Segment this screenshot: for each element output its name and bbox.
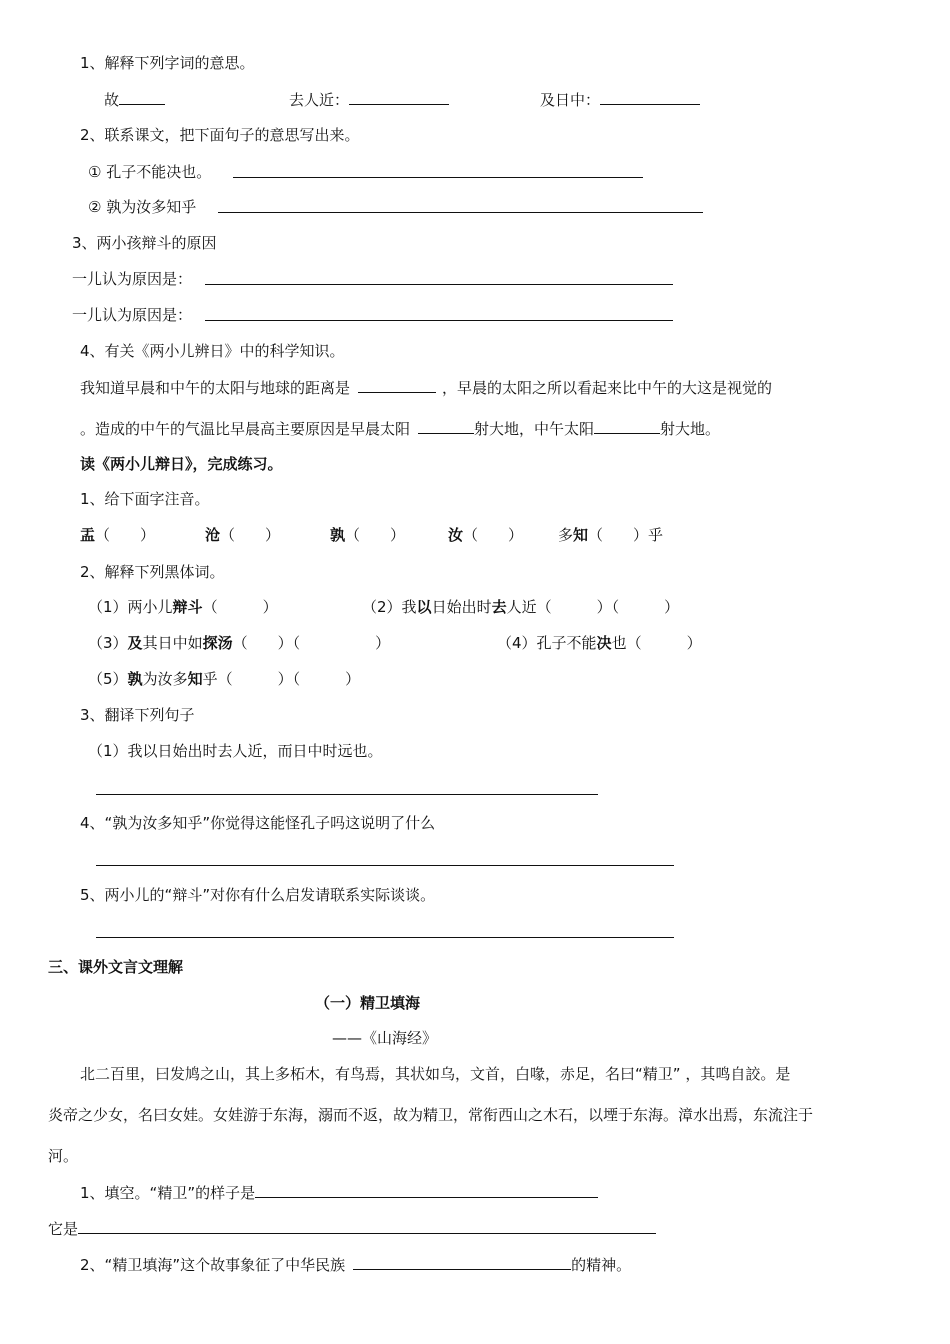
pinyin-item: 盂（ ） <box>80 526 156 544</box>
q1-title: 1、解释下列字词的意思。 <box>80 54 255 72</box>
answer-line[interactable] <box>218 212 703 213</box>
passage-line-1: 北二百里，曰发鸠之山，其上多柘木，有鸟焉，其状如乌，文首，白喙，赤足，名曰“精卫” ，其鸣自詨。是 <box>80 1065 791 1083</box>
q1-word-jirizhong: 及日中： <box>540 89 700 110</box>
passage-line-2: 炎帝之少女，名曰女娃。女娃游于东海，溺而不返，故为精卫，常衔西山之木石，以堙于东海。漳水出焉，东流注于 <box>48 1106 814 1124</box>
answer-blank[interactable] <box>594 418 660 434</box>
passage-title: （一）精卫填海 <box>315 994 421 1012</box>
q1-word-qurenjin: 去人近： <box>289 89 449 110</box>
q1-word-gu: 故 <box>104 89 165 110</box>
pinyin-item: 沧（ ） <box>205 526 281 544</box>
answer-line[interactable] <box>96 865 674 866</box>
answer-blank[interactable] <box>358 377 436 393</box>
q2-sentence-2: ② 孰为汝多知乎 <box>88 198 197 216</box>
q4-paragraph-line-1: 我知道早晨和中午的太阳与地球的距离是 ，早晨的太阳之所以看起来比中午的大这是视觉的 <box>80 379 773 397</box>
answer-blank[interactable] <box>349 89 449 105</box>
p3-q1: 1、填空。“精卫”的样子是 <box>80 1182 598 1203</box>
answer-line[interactable] <box>205 284 673 285</box>
answer-blank[interactable] <box>418 418 474 434</box>
q3-reason-1: 一儿认为原因是： <box>72 270 193 288</box>
answer-line[interactable] <box>96 937 674 938</box>
q2-title: 2、联系课文，把下面句子的意思写出来。 <box>80 126 360 144</box>
passage-line-3: 河。 <box>48 1147 79 1165</box>
ex-q2-item-1: （1）两小儿辩斗（ ） <box>88 598 278 616</box>
answer-blank[interactable] <box>600 89 700 105</box>
answer-blank[interactable] <box>78 1218 656 1234</box>
ex-q2-item-4: （4）孔子不能决也（ ） <box>497 634 702 652</box>
passage-source: ——《山海经》 <box>332 1029 438 1047</box>
ex-q1-title: 1、给下面字注音。 <box>80 490 210 508</box>
ex-q3-title: 3、翻译下列句子 <box>80 706 195 724</box>
exercise-heading: 读《两小儿辩日》，完成练习。 <box>80 455 283 473</box>
q4-paragraph-line-2: 。造成的中午的气温比早晨高主要原因是早晨太阳 射大地，中午太阳 射大地。 <box>80 420 721 438</box>
q2-sentence-1: ① 孔子不能决也。 <box>88 163 212 181</box>
pinyin-item: 孰（ ） <box>330 526 406 544</box>
q4-title: 4、有关《两小儿辨日》中的科学知识。 <box>80 342 345 360</box>
answer-line[interactable] <box>233 177 643 178</box>
ex-q2-item-3: （3）及其日中如探汤（ ）（ ） <box>88 634 391 652</box>
ex-q2-title: 2、解释下列黑体词。 <box>80 563 225 581</box>
p3-q2: 2、“精卫填海”这个故事象征了中华民族 的精神。 <box>80 1256 632 1274</box>
answer-line[interactable] <box>205 320 673 321</box>
answer-blank[interactable] <box>353 1254 571 1270</box>
q3-reason-2: 一儿认为原因是： <box>72 306 193 324</box>
ex-q3-sentence: （1）我以日始出时去人近，而日中时远也。 <box>88 742 383 760</box>
q3-title: 3、两小孩辩斗的原因 <box>72 234 217 252</box>
part3-heading: 三、课外文言文理解 <box>48 958 184 976</box>
ex-q5-title: 5、两小儿的“辩斗”对你有什么启发请联系实际谈谈。 <box>80 886 436 904</box>
answer-blank[interactable] <box>119 89 165 105</box>
pinyin-item: 多知（ ）乎 <box>558 526 664 544</box>
answer-blank[interactable] <box>255 1182 598 1198</box>
ex-q2-item-5: （5）孰为汝多知乎（ ）（ ） <box>88 670 361 688</box>
ex-q2-item-2: （2）我以日始出时去人近（ ）（ ） <box>362 598 680 616</box>
pinyin-item: 汝（ ） <box>448 526 524 544</box>
p3-q1-cont: 它是 <box>48 1218 656 1239</box>
answer-line[interactable] <box>96 794 598 795</box>
ex-q4-title: 4、“孰为汝多知乎”你觉得这能怪孔子吗这说明了什么 <box>80 814 436 832</box>
